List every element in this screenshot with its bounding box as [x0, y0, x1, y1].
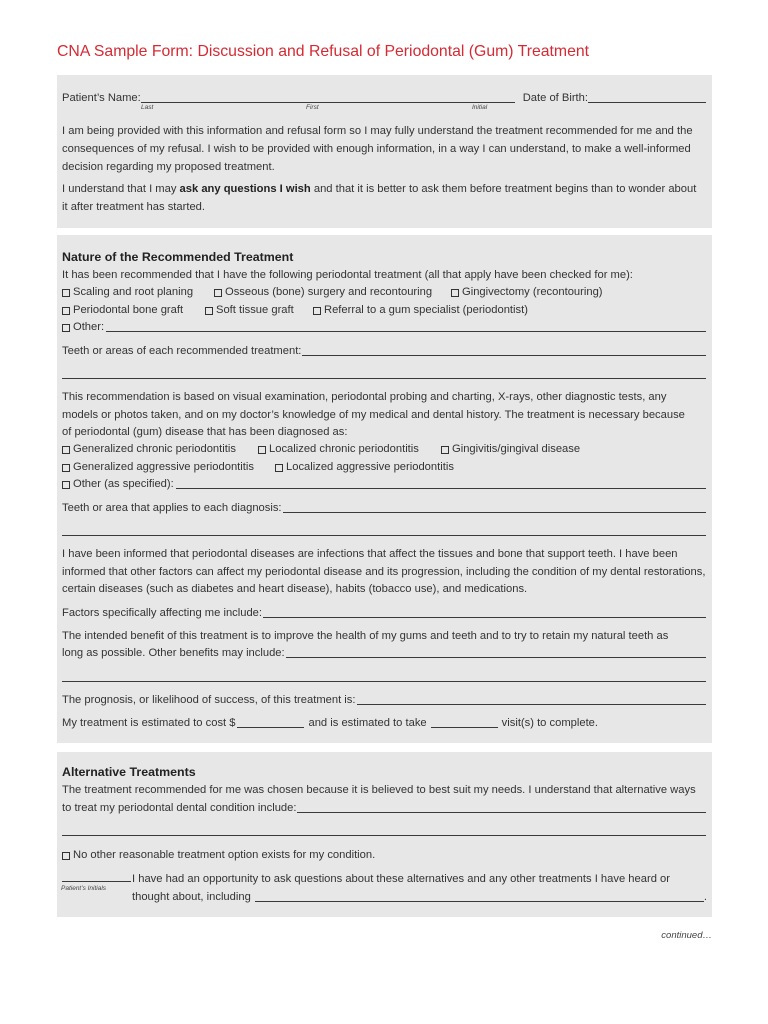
option-gingivectomy[interactable] — [451, 283, 603, 301]
checkbox[interactable] — [205, 307, 213, 315]
alternatives-field-line-2[interactable] — [62, 835, 706, 836]
prognosis-label: The prognosis, or likelihood of success, of this treatment is: — [62, 694, 356, 706]
cost-tail-text: visit(s) to complete. — [501, 717, 599, 729]
benefits-row — [62, 644, 706, 662]
option-label: Osseous (bone) surgery and recontouring — [225, 286, 433, 298]
teeth-areas-field-line-2[interactable] — [62, 378, 706, 379]
factors-field[interactable] — [263, 617, 706, 618]
section-heading: Nature of the Recommended Treatment — [62, 250, 294, 264]
option-osseous-surgery[interactable] — [214, 283, 432, 301]
continued-note: continued… — [661, 930, 712, 941]
option-referral-specialist[interactable] — [313, 301, 528, 319]
option-label: Scaling and root planing — [73, 286, 194, 298]
risk-factors-paragraph-line: informed that other factors can affect my periodontal disease and its progression, including the condition of my dental restorations, — [62, 566, 706, 578]
checkbox[interactable] — [62, 289, 70, 297]
cost-row — [62, 714, 598, 732]
visit-count-field[interactable] — [431, 727, 498, 728]
option-label: Localized aggressive periodontitis — [286, 461, 454, 473]
prognosis-row — [62, 691, 706, 709]
date-of-birth-label: Date of Birth: — [522, 92, 588, 104]
teeth-areas-field[interactable] — [302, 355, 706, 356]
alternatives-field[interactable] — [297, 812, 706, 813]
prognosis-field[interactable] — [357, 704, 707, 705]
patient-initials-label: Patient’s Initials — [61, 885, 107, 892]
option-label: Gingivitis/gingival disease — [452, 443, 581, 455]
risk-factors-paragraph-line: certain diseases (such as diabetes and heart disease), habits (tobacco use), and medications. — [62, 583, 528, 595]
checkbox[interactable] — [451, 289, 459, 297]
patient-name-row — [62, 89, 706, 107]
patient-initials-field[interactable] — [62, 881, 131, 882]
diagnosis-teeth-field-line-2[interactable] — [62, 535, 706, 536]
questions-emphasis-text: ask any questions I wish — [179, 183, 311, 195]
option-label: Gingivectomy (recontouring) — [462, 286, 603, 298]
option-bone-graft[interactable] — [62, 301, 183, 319]
checkbox[interactable] — [62, 481, 70, 489]
option-label: Periodontal bone graft — [73, 304, 184, 316]
checkbox[interactable] — [214, 289, 222, 297]
diagnosis-teeth-label: Teeth or area that applies to each diagnosis: — [62, 502, 282, 514]
intro-paragraph-line: decision regarding my proposed treatment. — [62, 161, 275, 173]
last-name-sublabel: Last — [141, 104, 154, 111]
option-no-other-treatment[interactable] — [62, 846, 375, 864]
diagnosis-teeth-field[interactable] — [283, 512, 706, 513]
other-treatment-field[interactable] — [106, 331, 706, 332]
intro-paragraph-line: consequences of my refusal. I wish to be provided with enough information, in a way I can understand, to make a well-informed — [62, 143, 691, 155]
benefits-label: long as possible. Other benefits may include: — [62, 647, 285, 659]
first-name-sublabel: First — [306, 104, 319, 111]
checkbox[interactable] — [313, 307, 321, 315]
form-title: CNA Sample Form: Discussion and Refusal of Periodontal (Gum) Treatment — [57, 43, 590, 60]
recommended-treatment-panel — [57, 235, 712, 743]
checkbox[interactable] — [62, 324, 70, 332]
option-scaling-root-planing[interactable] — [62, 283, 193, 301]
option-label: Other (as specified): — [73, 478, 174, 490]
option-other-diagnosis — [62, 475, 706, 493]
benefits-field[interactable] — [286, 657, 706, 658]
alternatives-paragraph-line: The treatment recommended for me was chosen because it is believed to best suit my needs. I understand that alternative ways — [62, 784, 696, 796]
questions-rest-text: and that it is better to ask them before treatment begins than to wonder about — [310, 183, 697, 195]
option-label: Localized chronic periodontitis — [269, 443, 419, 455]
patient-name-label: Patient’s Name: — [62, 92, 141, 104]
diagnosis-paragraph-line: models or photos taken, and on my doctor’s knowledge of my medical and dental history. The treatment is necessary because — [62, 409, 685, 421]
checkbox[interactable] — [62, 446, 70, 454]
checkbox[interactable] — [441, 446, 449, 454]
benefits-paragraph-line: The intended benefit of this treatment is to improve the health of my gums and teeth and to try to retain my natural teeth as — [62, 630, 669, 642]
teeth-areas-row — [62, 342, 706, 360]
diagnosis-teeth-row — [62, 499, 706, 517]
checkbox[interactable] — [62, 307, 70, 315]
option-localized-aggressive[interactable] — [275, 458, 454, 476]
patient-name-field[interactable] — [141, 102, 515, 103]
option-label: Generalized aggressive periodontitis — [73, 461, 254, 473]
section-heading: Alternative Treatments — [62, 765, 196, 779]
option-localized-chronic[interactable] — [258, 440, 419, 458]
diagnosis-paragraph-line: of periodontal (gum) disease that has been diagnosed as: — [62, 426, 348, 438]
diagnosis-paragraph-line: This recommendation is based on visual examination, periodontal probing and charting, X-rays, other diagnostic tests, any — [62, 391, 667, 403]
alternative-treatments-panel — [57, 752, 712, 917]
benefits-field-line-2[interactable] — [62, 681, 706, 682]
option-gingivitis[interactable] — [441, 440, 580, 458]
other-treatments-field[interactable] — [255, 901, 704, 902]
patient-info-panel — [57, 75, 712, 228]
other-diagnosis-field[interactable] — [176, 488, 706, 489]
questions-paragraph-line: it after treatment has started. — [62, 201, 206, 213]
option-label: Soft tissue graft — [216, 304, 294, 316]
alternatives-row — [62, 799, 706, 817]
initial-sublabel: Initial — [472, 104, 488, 111]
cost-middle-text: and is estimated to take — [308, 717, 427, 729]
factors-row — [62, 604, 706, 622]
questions-lead-text: I understand that I may — [62, 183, 180, 195]
cost-amount-field[interactable] — [237, 727, 304, 728]
questions-ack-row — [132, 888, 707, 906]
intro-paragraph-line: I am being provided with this information and refusal form so I may fully understand the treatment recommended for me and the — [62, 125, 693, 137]
option-generalized-aggressive[interactable] — [62, 458, 254, 476]
option-soft-tissue-graft[interactable] — [205, 301, 294, 319]
treatment-intro-text: It has been recommended that I have the following periodontal treatment (all that apply have been checked for me): — [62, 269, 633, 281]
checkbox[interactable] — [275, 464, 283, 472]
option-label: Other: — [73, 321, 105, 333]
risk-factors-paragraph-line: I have been informed that periodontal diseases are infections that affect the tissues and bone that support teeth. I have been — [62, 548, 678, 560]
questions-paragraph-line — [62, 180, 696, 198]
factors-label: Factors specifically affecting me include: — [62, 607, 263, 619]
questions-ack-label: thought about, including — [132, 891, 251, 903]
teeth-areas-label: Teeth or areas of each recommended treatment: — [62, 345, 302, 357]
option-label: No other reasonable treatment option exists for my condition. — [73, 849, 376, 861]
questions-ack-line: I have had an opportunity to ask questions about these alternatives and any other treatments I have heard or — [132, 873, 670, 885]
questions-ack-period: . — [703, 891, 707, 903]
option-generalized-chronic[interactable] — [62, 440, 236, 458]
option-label: Generalized chronic periodontitis — [73, 443, 236, 455]
alternatives-label: to treat my periodontal dental condition include: — [62, 802, 297, 814]
option-label: Referral to a gum specialist (periodontist) — [324, 304, 528, 316]
checkbox[interactable] — [258, 446, 266, 454]
cost-lead-text: My treatment is estimated to cost $ — [62, 717, 236, 729]
option-other-treatment — [62, 318, 706, 336]
date-of-birth-field[interactable] — [588, 102, 706, 103]
checkbox[interactable] — [62, 464, 70, 472]
checkbox[interactable] — [62, 852, 70, 860]
